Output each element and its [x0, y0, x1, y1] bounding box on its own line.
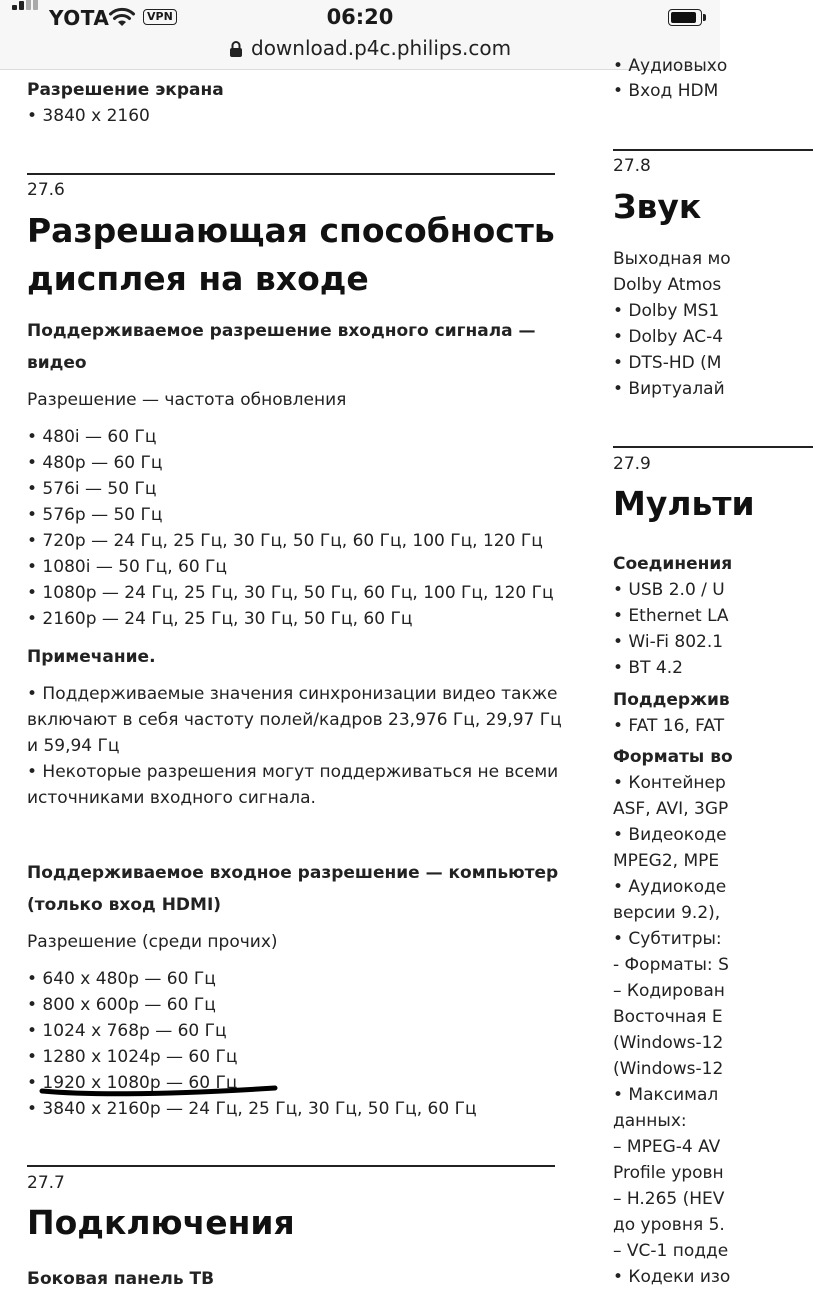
- section-number: 27.8: [613, 156, 651, 176]
- list-item: • Аудиовыхо: [613, 56, 728, 76]
- vpn-badge: VPN: [143, 9, 177, 25]
- battery-icon: [668, 9, 702, 26]
- list-item: • Dolby MS1: [613, 301, 720, 321]
- section-divider: [27, 1165, 555, 1167]
- note-line: источниками входного сигнала.: [27, 788, 316, 808]
- address-bar[interactable]: [0, 36, 720, 70]
- text-line: - Форматы: S: [613, 955, 729, 975]
- section-title: Подключения: [27, 1203, 295, 1242]
- connections-heading: Соединения: [613, 554, 733, 574]
- section-subheading-partial: Боковая панель ТВ: [27, 1269, 215, 1289]
- section-number: 27.9: [613, 454, 651, 474]
- text-line: • Контейнер: [613, 773, 726, 793]
- text-line: – MPEG-4 AV: [613, 1137, 721, 1157]
- text-line: • Аудиокоде: [613, 877, 727, 897]
- carrier-name: YOTA: [49, 6, 110, 30]
- formats-heading: Форматы во: [613, 747, 733, 767]
- list-item: • FAT 16, FAT: [613, 716, 725, 736]
- list-item: • 1080i — 50 Гц, 60 Гц: [27, 557, 227, 577]
- list-item: • BT 4.2: [613, 658, 683, 678]
- text-line: (Windows-12: [613, 1033, 724, 1053]
- status-bar: [0, 0, 720, 36]
- text-line: • Кодеки изо: [613, 1267, 731, 1287]
- note-line: • Поддерживаемые значения синхронизации видео также: [27, 684, 558, 704]
- note-heading: Примечание.: [27, 647, 156, 667]
- handwritten-underline-mark: [39, 1082, 279, 1098]
- video-subheading: Разрешение — частота обновления: [27, 390, 347, 410]
- pc-heading-line1: Поддерживаемое входное разрешение — компьютер: [27, 863, 559, 883]
- list-item: • USB 2.0 / U: [613, 580, 725, 600]
- list-item: • 640 x 480p — 60 Гц: [27, 969, 216, 989]
- section-divider: [613, 149, 813, 151]
- section-title-line2: дисплея на входе: [27, 259, 369, 298]
- section-title: Звук: [613, 187, 702, 226]
- filesystem-heading: Поддержив: [613, 690, 730, 710]
- pc-subheading: Разрешение (среди прочих): [27, 932, 278, 952]
- list-item: • 1080p — 24 Гц, 25 Гц, 30 Гц, 50 Гц, 60 Гц, 100 Гц, 120 Гц: [27, 583, 554, 603]
- list-item: • 480p — 60 Гц: [27, 453, 163, 473]
- note-line: • Некоторые разрешения могут поддерживаться не всеми: [27, 762, 559, 782]
- list-item: • 576p — 50 Гц: [27, 505, 163, 525]
- text-line: (Windows-12: [613, 1059, 724, 1079]
- section-divider: [613, 446, 813, 448]
- text-line: Dolby Atmos: [613, 275, 722, 295]
- list-item: • Dolby AC-4: [613, 327, 724, 347]
- text-line: • Субтитры:: [613, 929, 722, 949]
- document-page[interactable]: [0, 56, 755, 1289]
- screen-resolution-value: • 3840 x 2160: [27, 106, 150, 126]
- pc-heading-line2: (только вход HDMI): [27, 895, 222, 915]
- text-line: – Кодирован: [613, 981, 725, 1001]
- text-line: версии 9.2),: [613, 903, 721, 923]
- list-item: • 800 x 600p — 60 Гц: [27, 995, 216, 1015]
- note-line: включают в себя частоту полей/кадров 23,976 Гц, 29,97 Гц: [27, 710, 562, 730]
- list-item: • Вход HDM: [613, 81, 719, 101]
- text-line: ASF, AVI, 3GP: [613, 799, 729, 819]
- list-item: • 1920 x 1080p — 60 Гц: [27, 1073, 238, 1093]
- list-item: • Wi-Fi 802.1: [613, 632, 724, 652]
- list-item: • DTS-HD (M: [613, 353, 722, 373]
- text-line: Profile уровн: [613, 1163, 724, 1183]
- list-item: • 2160p — 24 Гц, 25 Гц, 30 Гц, 50 Гц, 60 Гц: [27, 609, 413, 629]
- list-item: • 1024 x 768p — 60 Гц: [27, 1021, 227, 1041]
- note-line: и 59,94 Гц: [27, 736, 120, 756]
- text-line: • Максимал: [613, 1085, 719, 1105]
- list-item: • Виртуалай: [613, 379, 725, 399]
- status-time: 06:20: [326, 5, 394, 29]
- text-line: • Видеокоде: [613, 825, 727, 845]
- section-number: 27.7: [27, 1173, 65, 1193]
- list-item: • 576i — 50 Гц: [27, 479, 157, 499]
- list-item: • 480i — 60 Гц: [27, 427, 157, 447]
- lock-icon: [229, 40, 243, 62]
- list-item: • 720p — 24 Гц, 25 Гц, 30 Гц, 50 Гц, 60 Гц, 100 Гц, 120 Гц: [27, 531, 543, 551]
- text-line: до уровня 5.: [613, 1215, 725, 1235]
- text-line: – VC-1 подде: [613, 1241, 729, 1261]
- section-divider: [27, 173, 555, 175]
- list-item: • 1280 x 1024p — 60 Гц: [27, 1047, 238, 1067]
- list-item: • Ethernet LA: [613, 606, 729, 626]
- section-number: 27.6: [27, 180, 65, 200]
- page-url[interactable]: download.p4c.philips.com: [251, 36, 512, 60]
- video-heading-line2: видео: [27, 353, 87, 373]
- list-item: • 3840 x 2160p — 24 Гц, 25 Гц, 30 Гц, 50 Гц, 60 Гц: [27, 1099, 477, 1119]
- text-line: данных:: [613, 1111, 687, 1131]
- section-title-line1: Разрешающая способность: [27, 211, 555, 250]
- video-heading-line1: Поддерживаемое разрешение входного сигнала —: [27, 321, 536, 341]
- text-line: – H.265 (HEV: [613, 1189, 725, 1209]
- section-title: Мульти: [613, 484, 755, 523]
- screen-resolution-heading: Разрешение экрана: [27, 80, 224, 100]
- text-line: Восточная Е: [613, 1007, 723, 1027]
- text-line: Выходная мо: [613, 249, 731, 269]
- text-line: MPEG2, MPE: [613, 851, 720, 871]
